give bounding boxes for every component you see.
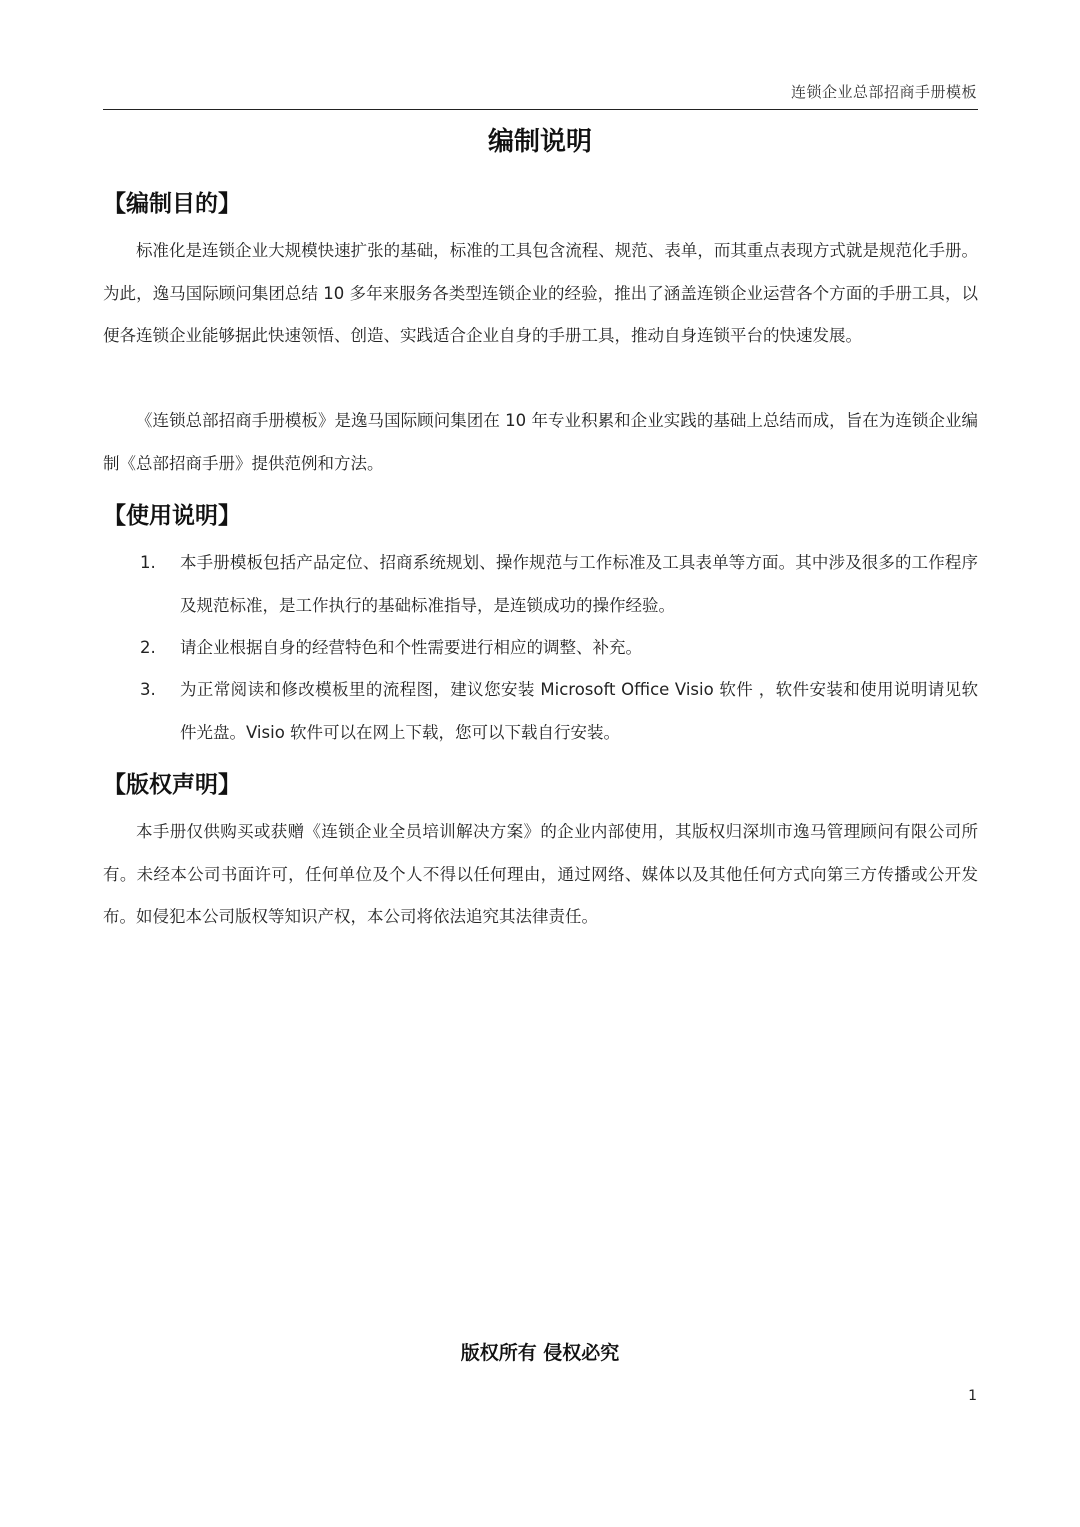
footer-copyright-note: 版权所有 侵权必究 — [460, 1342, 620, 1364]
purpose-paragraph-2: 《连锁总部招商手册模板》是逸马国际顾问集团在 10 年专业积累和企业实践的基础上总结而成，旨在为连锁企业编制《总部招商手册》提供范例和方法。 — [103, 411, 978, 473]
list-item-text: 为正常阅读和修改模板里的流程图，建议您安装 Microsoft Office Visio 软件 ，软件安装和使用说明请见软件光盘。Visio 软件可以在网上下载，您可以下载自行安装。 — [180, 680, 978, 742]
page-number: 1 — [968, 1388, 977, 1404]
list-item-text: 请企业根据自身的经营特色和个性需要进行相应的调整、补充。 — [180, 638, 642, 657]
list-item-number: 2. — [140, 638, 156, 657]
header-divider — [103, 109, 978, 110]
document-title: 编制说明 — [487, 127, 592, 157]
purpose-paragraph-1: 标准化是连锁企业大规模快速扩张的基础，标准的工具包含流程、规范、表单，而其重点表现方式就是规范化手册。为此，逸马国际顾问集团总结 10 多年来服务各类型连锁企业的经验，推出了涵盖连锁企业运营各个方面的手册工具，以便各连锁企业能够据此快速领悟、创造、实践适合企业自身的手册工具，推动自身连锁平台的快速发展。 — [103, 241, 978, 345]
list-item-number: 1. — [140, 553, 156, 572]
usage-list-item — [103, 669, 978, 754]
list-item-text: 本手册模板包括产品定位、招商系统规划、操作规范与工作标准及工具表单等方面。其中涉及很多的工作程序及规范标准，是工作执行的基础标准指导，是连锁成功的操作经验。 — [180, 553, 978, 615]
section-heading-purpose: 【编制目的】 — [103, 191, 241, 217]
usage-list-item — [103, 627, 978, 670]
list-item-number: 3. — [140, 680, 156, 699]
page-header-title: 连锁企业总部招商手册模板 — [790, 83, 977, 101]
copyright-paragraph: 本手册仅供购买或获赠《连锁企业全员培训解决方案》的企业内部使用，其版权归深圳市逸马管理顾问有限公司所有。未经本公司书面许可，任何单位及个人不得以任何理由，通过网络、媒体以及其他任何方式向第三方传播或公开发布。如侵犯本公司版权等知识产权，本公司将依法追究其法律责任。 — [103, 822, 978, 926]
section-heading-copyright: 【版权声明】 — [103, 772, 241, 798]
section-heading-usage: 【使用说明】 — [103, 503, 241, 529]
usage-list-item — [103, 542, 978, 627]
